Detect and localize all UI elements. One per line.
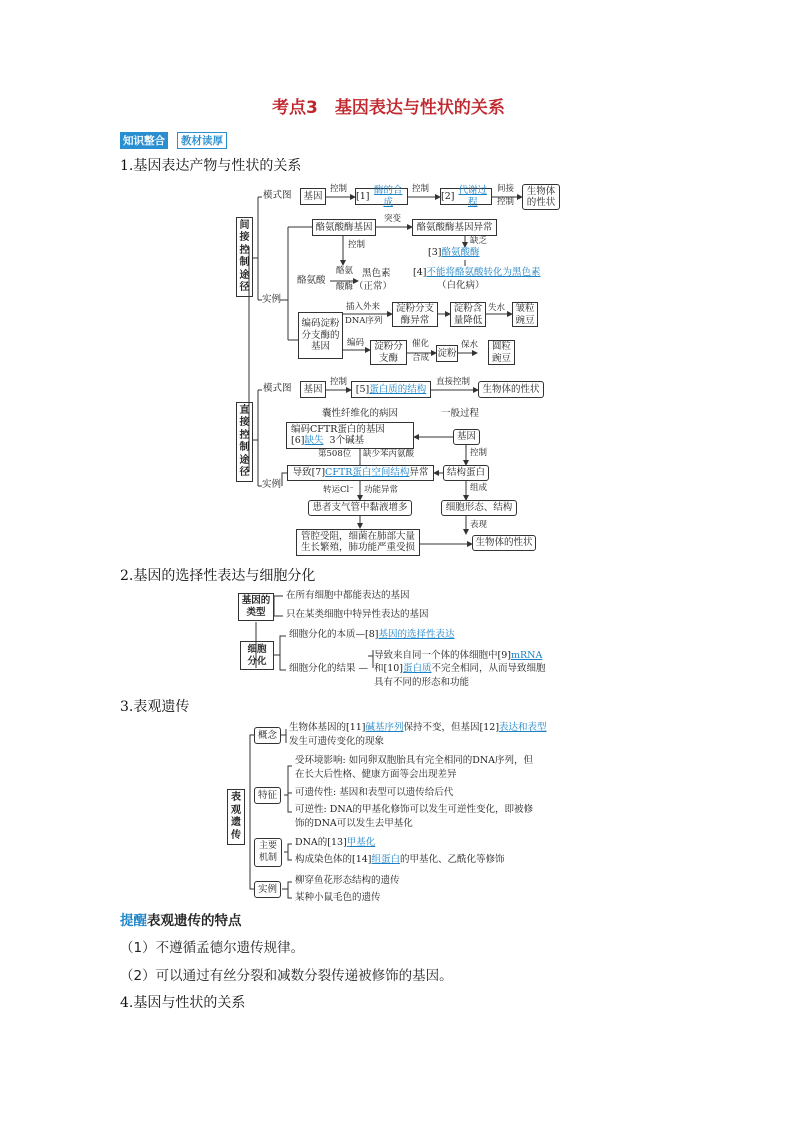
diff-result-3: 具有不同的形态和功能 [374, 677, 470, 688]
epigenetics-label: 表观遗传 [227, 789, 245, 845]
tyr-enzyme-b: 酸酶 [336, 282, 354, 292]
feature-1b: 在长大后性格、健康方面等会出现差异 [295, 769, 457, 780]
feature-1a: 受环境影响: 如同卵双胞胎具有完全相同的DNA序列，但 [295, 755, 534, 766]
albinism-label: （白化病） [437, 280, 485, 291]
mode-label-1: 模式图 [263, 190, 292, 201]
control-label-1: 控制 [330, 184, 348, 194]
concept-line-2: 发生可遗传变化的现象 [289, 736, 385, 747]
diff-result-label: 细胞分化的结果 — [289, 663, 369, 674]
insert-label-a: 插入外来 [346, 302, 381, 312]
tip-heading: 提醒表观遗传的特点 [120, 913, 242, 929]
example-label-2: 实例 [262, 479, 282, 490]
badge-knowledge: 知识整合 [120, 132, 168, 149]
blank-7-box: 导致[7] CFTR蛋白空间结构 异常 [287, 465, 434, 481]
section-4-heading: 4.基因与性状的关系 [120, 995, 246, 1011]
cell-diff-label: 细胞分化 [240, 641, 274, 670]
section-2-heading: 2.基因的选择性表达与细胞分化 [120, 568, 316, 584]
cftr-gene-box: 编码CFTR蛋白的基因 [6]缺失 3个碱基 [286, 422, 414, 449]
mode-label-2: 模式图 [263, 383, 292, 394]
control-label-3: 控制 [348, 240, 366, 250]
indirect-word: 间接 [497, 184, 515, 194]
blank-3: [3]酪氨酸酶 [428, 247, 480, 258]
case-1: 柳穿鱼花形态结构的遗传 [295, 875, 400, 886]
control-label-2: 控制 [412, 184, 430, 194]
gene-type-1: 在所有细胞中都能表达的基因 [286, 590, 410, 601]
starch-gene-box: 编码淀粉分支酶的基因 [298, 312, 343, 359]
indirect-control-label: 间接控制途径 [236, 217, 253, 297]
mucus-box: 患者支气管中黏液增多 [308, 500, 412, 516]
cf-cause-label: 囊性纤维化的病因 [322, 408, 399, 419]
concept-label: 概念 [254, 727, 281, 744]
feature-3a: 可逆性: DNA的甲基化修饰可以发生可逆性变化，即被修 [295, 804, 534, 815]
pos508-label: 第508位 [318, 449, 352, 459]
keep-water-label: 保水 [461, 340, 479, 350]
section-1-heading: 1.基因表达产物与性状的关系 [120, 158, 302, 174]
trait-box-3: 生物体的性状 [472, 535, 536, 551]
normal-label: （正常） [354, 281, 393, 292]
insert-label-b: DNA序列 [345, 316, 383, 326]
tip-point-2: （2）可以通过有丝分裂和减数分裂传递被修饰的基因。 [120, 968, 453, 984]
gene-box-1: 基因 [300, 188, 326, 205]
express-label: 表现 [470, 520, 488, 530]
catalyze-a: 催化 [412, 339, 430, 349]
example-label-1: 实例 [262, 294, 282, 305]
section-3-heading: 3.表观遗传 [120, 699, 190, 715]
melanin-label: 黑色素 [362, 268, 391, 279]
compose-label: 组成 [470, 483, 488, 493]
concept-line-1: 生物体基因的[11]碱基序列保持不变，但基因[12]表达和表型 [289, 722, 547, 733]
gene-box-3: 基因 [453, 429, 480, 445]
tyrosinase-gene-box: 酪氨酸酶基因 [312, 219, 376, 236]
mechanism-label: 主要机制 [254, 838, 282, 867]
lung-damage-box: 管腔受阻，细菌在肺部大量 生长繁殖，肺功能严重受损 [296, 529, 420, 556]
func-abn-label: 功能异常 [364, 485, 399, 495]
diff-result-1: 导致来自同一个体的体细胞中[9]mRNA [374, 650, 543, 661]
cell-form-box: 细胞形态、结构 [441, 500, 517, 516]
wrinkled-pea-box: 皱粒豌豆 [512, 302, 538, 327]
direct-control-label: 直接控制途径 [236, 402, 253, 482]
trait-box-2: 生物体的性状 [478, 381, 544, 398]
case-2: 某种小鼠毛色的遗传 [295, 892, 381, 903]
cases-label: 实例 [254, 881, 281, 898]
catalyze-b: 合成 [412, 353, 430, 363]
blank-1-box: [1] 酶的合成 [355, 188, 408, 205]
lack-label: 缺乏 [470, 236, 488, 246]
starch-box: 淀粉 [436, 345, 458, 362]
gene-type-2: 只在某类细胞中特异性表达的基因 [286, 609, 429, 620]
diff-result-2: 和[10]蛋白质不完全相同，从而导致细胞 [374, 663, 546, 674]
control-label-5: 控制 [470, 448, 488, 458]
gene-box-2: 基因 [300, 381, 326, 398]
structural-protein-box: 结构蛋白 [443, 465, 489, 481]
page-title: 考点3 基因表达与性状的关系 [272, 98, 505, 118]
feature-3b: 饰的DNA可以发生去甲基化 [295, 818, 413, 829]
mechanism-1: DNA的[13]甲基化 [295, 837, 376, 848]
lose-water-label: 失水 [488, 303, 506, 313]
blank-2-box: [2] 代谢过程 [440, 188, 492, 205]
starch-enzyme-box: 淀粉分支酶 [370, 340, 407, 365]
control-label-4: 控制 [330, 377, 348, 387]
feature-label: 特征 [254, 787, 281, 804]
blank-5-box: [5] 蛋白质的结构 [351, 381, 431, 398]
encode-label: 编码 [347, 338, 365, 348]
feature-2: 可遗传性: 基因和表型可以遗传给后代 [295, 787, 454, 798]
lack-phe-label: 缺少苯丙氨酸 [363, 449, 415, 459]
gene-type-label: 基因的类型 [238, 593, 274, 621]
general-process-label: 一般过程 [441, 408, 480, 419]
starch-low-box: 淀粉含量降低 [450, 302, 486, 327]
abnormal-gene-box: 酪氨酸酶基因异常 [412, 219, 497, 236]
mechanism-2: 构成染色体的[14]组蛋白的甲基化、乙酰化等修饰 [295, 854, 505, 865]
trait-box-1: 生物体的性状 [522, 184, 560, 210]
mutation-label: 突变 [384, 214, 402, 224]
blank-4: [4]不能将酪氨酸转化为黑色素 [413, 267, 541, 278]
badge-textbook: 教材读厚 [177, 132, 227, 149]
transport-label: 转运Cl⁻ [323, 485, 354, 495]
tip-point-1: （1）不遵循孟德尔遗传规律。 [120, 940, 305, 956]
control-word: 控制 [497, 197, 515, 207]
diff-essence: 细胞分化的本质—[8]基因的选择性表达 [289, 629, 455, 640]
abnormal-enzyme-box: 淀粉分支酶异常 [392, 302, 438, 327]
round-pea-box: 圆粒豌豆 [488, 340, 515, 365]
direct-control-word: 直接控制 [436, 377, 471, 387]
tyrosine-label: 酪氨酸 [297, 275, 326, 286]
tyr-enzyme-a: 酪氨 [336, 266, 354, 276]
